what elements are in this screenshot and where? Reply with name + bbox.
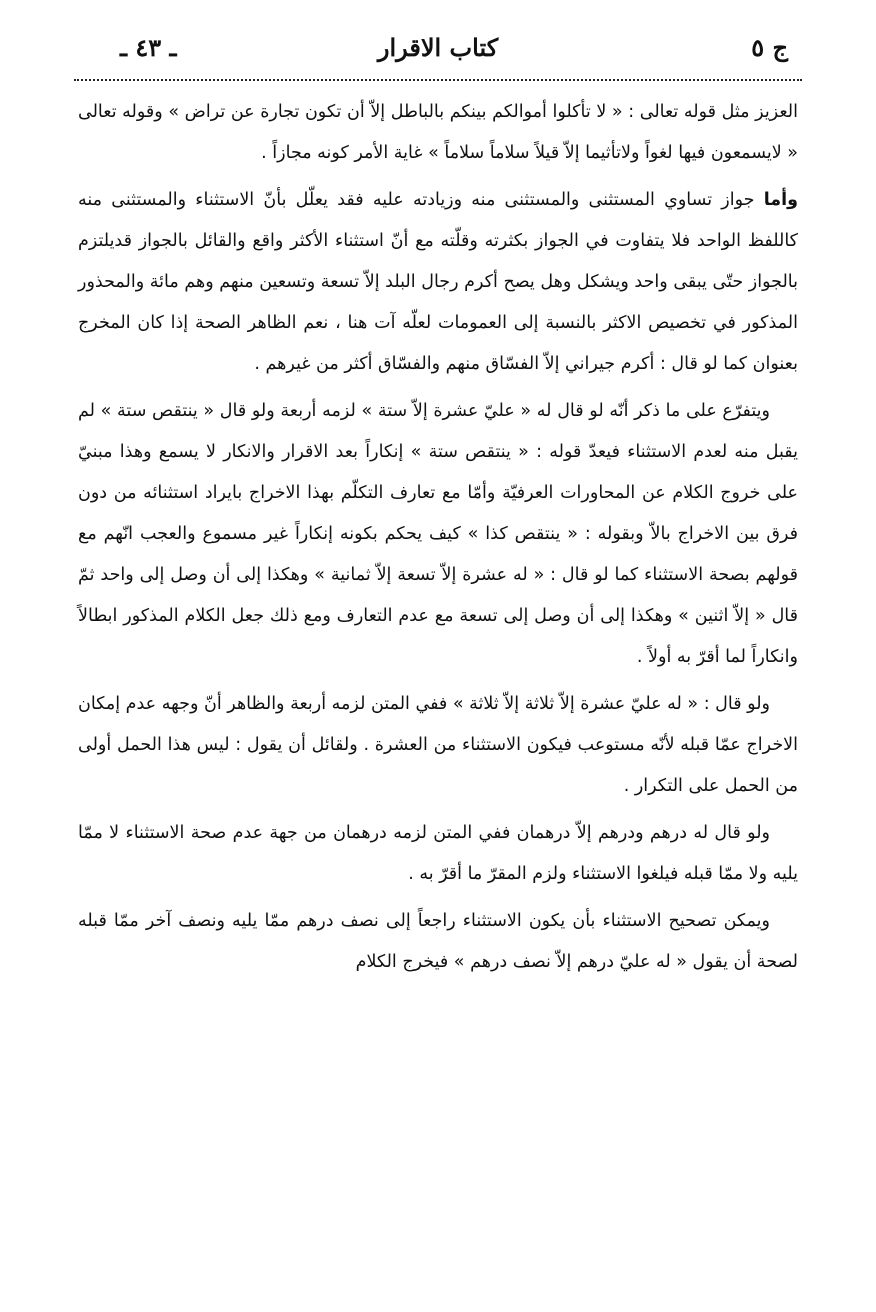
- paragraph-lead-word: وأما: [763, 190, 798, 210]
- paragraph: [78, 901, 798, 983]
- paragraph-text: ويمكن تصحيح الاستثناء بأن يكون الاستثناء راجعاً إلى نصف درهم ممّا يليه ونصف آخر ممّا قبله لصحة أن يقول « له عليّ درهم إلاّ نصف درهم » فيخرج الكلام: [78, 911, 798, 972]
- paragraph-text: ولو قال : « له عليّ عشرة إلاّ ثلاثة إلاّ ثلاثة » ففي المتن لزمه أربعة والظاهر أنّ وجهه عدم إمكان الاخراج عمّا قبله لأنّه مستوعب فيكون الاستثناء من العشرة . ولقائل أن يقول : ليس هذا الحمل أولى من الحمل على التكرار .: [78, 694, 798, 796]
- page-number: ـ ٤٣ ـ: [120, 33, 177, 62]
- volume-number: ج ٥: [751, 33, 788, 62]
- paragraph-text: جواز تساوي المستثنى والمستثنى منه وزيادته عليه فقد يعلّل بأنّ الاستثناء والمستثنى منه كاللفظ الواحد فلا يتفاوت في الجواز بكثرته وقلّته مع أنّ استثناء الأكثر واقع والقائل بالجواز قديلتزم بالجواز حتّى يبقى واحد ويشكل وهل يصح أكرم رجال البلد إلاّ تسعة وتسعين منهم وهم مائة والمحذور المذكور في تخصيص الاكثر بالنسبة إلى العمومات لعلّه آت هنا ، نعم الظاهر الصحة إذا كان المخرج بعنوان كما لو قال : أكرم جيراني إلاّ الفسّاق منهم والفسّاق أكثر من غيرهم .: [78, 190, 798, 374]
- paragraph-text: ولو قال له درهم ودرهم إلاّ درهمان ففي المتن لزمه درهمان من جهة عدم صحة الاستثناء لا ممّا يليه ولا ممّا قبله فيلغوا الاستثناء ولزم المقرّ ما أقرّ به .: [78, 823, 798, 884]
- paragraph: [78, 684, 798, 807]
- paragraph: [78, 391, 798, 678]
- paragraph-text: ويتفرّع على ما ذكر أنّه لو قال له « عليّ عشرة إلاّ ستة » لزمه أربعة ولو قال « ينتقص ستة » لم يقبل منه لعدم الاستثناء فيعدّ قوله : « ينتقص ستة » إنكاراً بعد الاقرار والانكار لا يسمع وهذا مبنيّ على خروج الكلام عن المحاورات العرفيّة وأمّا مع تعارف التكلّم بهذا الاخراج بايراد استثنائه من دون فرق بين الاخراج بالاّ وبقوله : « ينتقص كذا » كيف يحكم بكونه إنكاراً غير مسموع والعجب انّهم مع قولهم بصحة الاستثناء كما لو قال : « له عشرة إلاّ تسعة إلاّ ثمانية » وهكذا إلى أن وصل إلى واحد ثمّ قال « إلاّ اثنين » وهكذا إلى أن وصل إلى تسعة مع عدم التعارف ومع ذلك جعل الكلام المذكور ابطالاً وانكاراً لما أقرّ به أولاً .: [78, 401, 798, 667]
- paragraph: [78, 180, 798, 385]
- running-head: [70, 28, 806, 72]
- header-divider: [74, 79, 802, 81]
- paragraph: [78, 813, 798, 895]
- body-text: [78, 92, 798, 989]
- paragraph-text: العزيز مثل قوله تعالى : « لا تأكلوا أموالكم بينكم بالباطل إلاّ أن تكون تجارة عن تراض » وقوله تعالى « لايسمعون فيها لغواً ولاتأثيما إلاّ قيلاً سلاماً سلاماً » غاية الأمر كونه مجازاً .: [78, 102, 798, 163]
- book-title: كتاب الاقرار: [377, 33, 499, 62]
- paragraph: [78, 92, 798, 174]
